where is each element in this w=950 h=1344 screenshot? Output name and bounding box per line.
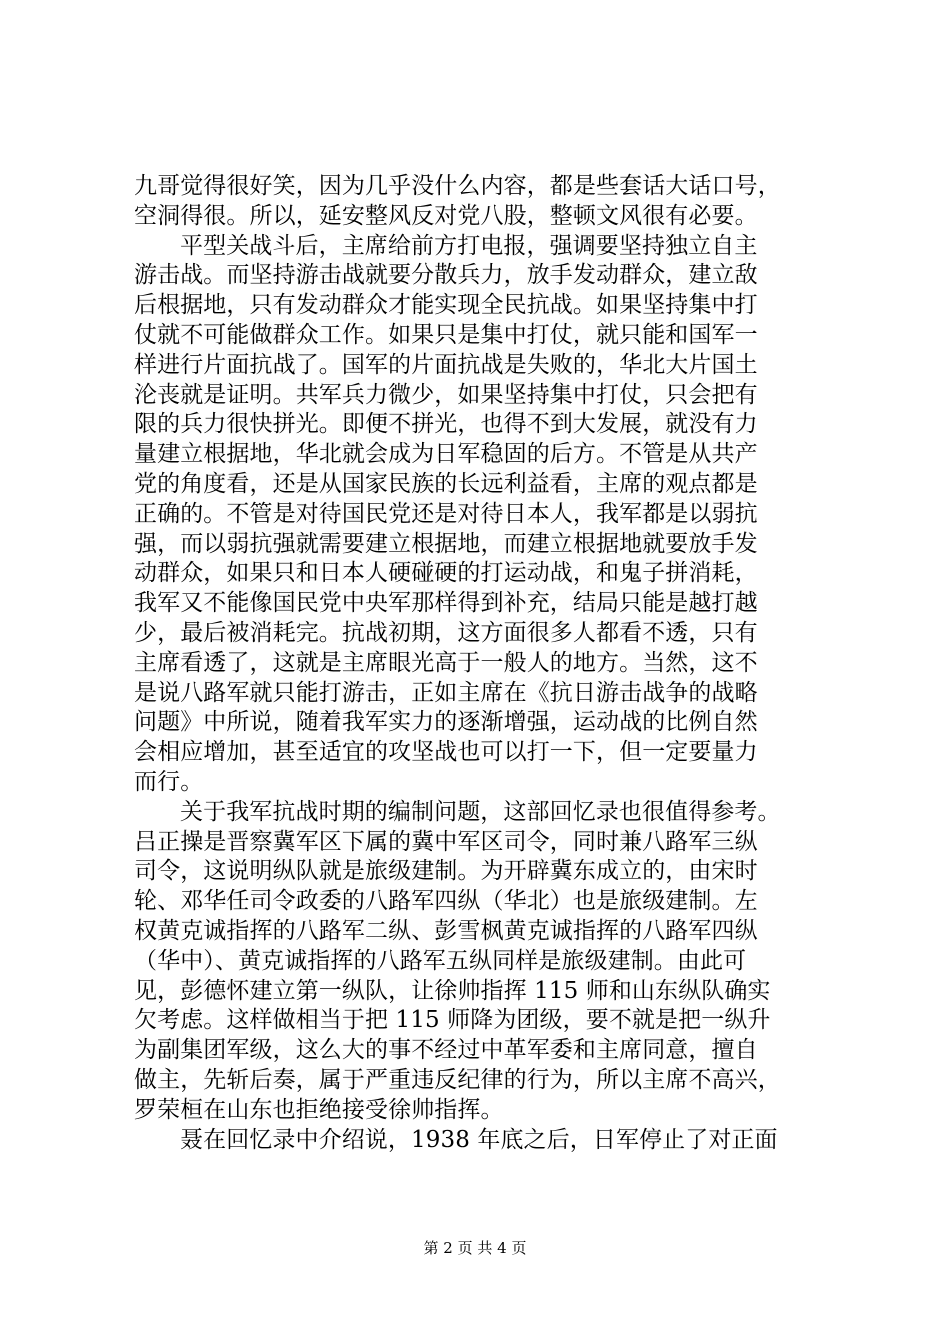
text-line: 见，彭德怀建立第一纵队，让徐帅指挥 115 师和山东纵队确实 [134,977,771,1004]
text-line: 限的兵力很快拼光。即便不拼光，也得不到大发展，就没有力 [134,411,758,438]
paragraph-start-line: 聂在回忆录中介绍说，1938 年底之后，日军停止了对正面 [180,1126,778,1153]
text-line: 做主，先斩后奏，属于严重违反纪律的行为，所以主席不高兴， [134,1066,781,1093]
text-line: 正确的。不管是对待国民党还是对待日本人，我军都是以弱抗 [134,500,758,527]
text-line: 党的角度看，还是从国家民族的长远利益看，主席的观点都是 [134,470,758,497]
paragraph-start-line: 关于我军抗战时期的编制问题，这部回忆录也很值得参考。 [180,798,781,825]
text-line: 仗就不可能做群众工作。如果只是集中打仗，就只能和国军一 [134,321,758,348]
text-line: 司令，这说明纵队就是旅级建制。为开辟冀东成立的，由宋时 [134,858,758,885]
text-line: 量建立根据地，华北就会成为日军稳固的后方。不管是从共产 [134,441,758,468]
body-text [134,172,834,1155]
text-line: 权黄克诚指挥的八路军二纵、彭雪枫黄克诚指挥的八路军四纵 [134,917,758,944]
text-line: 主席看透了，这就是主席眼光高于一般人的地方。当然，这不 [134,649,758,676]
text-line: 后根据地，只有发动群众才能实现全民抗战。如果坚持集中打 [134,292,758,319]
text-line: 会相应增加，甚至适宜的攻坚战也可以打一下，但一定要量力 [134,739,758,766]
text-line: 沦丧就是证明。共军兵力微少，如果坚持集中打仗，只会把有 [134,381,758,408]
text-line: 轮、邓华任司令政委的八路军四纵（华北）也是旅级建制。左 [134,888,758,915]
text-line: 动群众，如果只和日本人硬碰硬的打运动战，和鬼子拼消耗， [134,560,758,587]
text-line: 而行。 [134,768,204,795]
text-line: 游击战。而坚持游击战就要分散兵力，放手发动群众，建立敌 [134,262,758,289]
text-line: 吕正操是晋察冀军区下属的冀中军区司令，同时兼八路军三纵 [134,828,758,855]
text-line: 空洞得很。所以，延安整风反对党八股，整顿文风很有必要。 [134,202,758,229]
page-number-footer: 第 2 页 共 4 页 [423,1239,527,1257]
text-line: 九哥觉得很好笑，因为几乎没什么内容，都是些套话大话口号， [134,173,781,199]
text-line: 强，而以弱抗强就需要建立根据地，而建立根据地就要放手发 [134,530,758,557]
text-line: 我军又不能像国民党中央军那样得到补充，结局只能是越打越 [134,590,758,617]
text-line: 样进行片面抗战了。国军的片面抗战是失败的，华北大片国土 [134,351,758,378]
paragraph-start-line: 平型关战斗后，主席给前方打电报，强调要坚持独立自主 [180,232,758,259]
text-line: 罗荣桓在山东也拒绝接受徐帅指挥。 [134,1096,504,1123]
text-line: 欠考虑。这样做相当于把 115 师降为团级，要不就是把一纵升 [134,1007,771,1034]
text-line: 为副集团军级，这么大的事不经过中革军委和主席同意，擅自 [134,1037,758,1064]
text-line: 问题》中所说，随着我军实力的逐渐增强，运动战的比例自然 [134,709,758,736]
text-line: 少，最后被消耗完。抗战初期，这方面很多人都看不透，只有 [134,619,758,646]
text-line: 是说八路军就只能打游击，正如主席在《抗日游击战争的战略 [134,679,758,706]
text-line: （华中）、黄克诚指挥的八路军五纵同样是旅级建制。由此可 [134,947,747,974]
